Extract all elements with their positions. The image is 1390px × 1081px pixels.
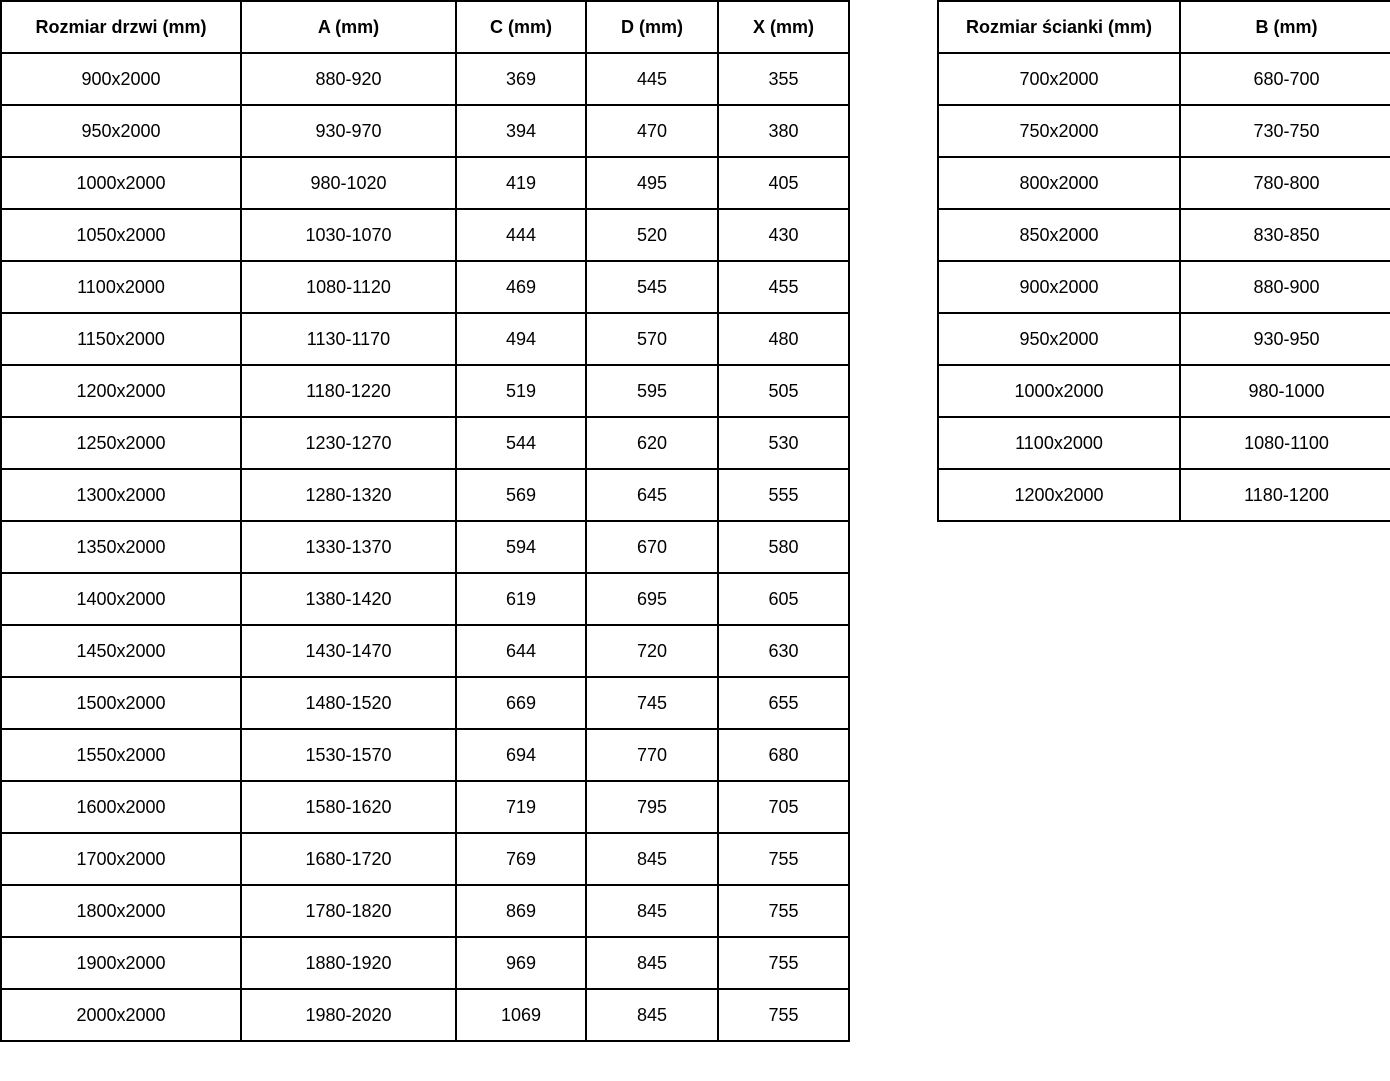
table-cell: 700x2000 — [938, 53, 1180, 105]
table-row — [938, 261, 1390, 313]
column-header: D (mm) — [586, 1, 718, 53]
table-row — [938, 157, 1390, 209]
table-cell: 594 — [456, 521, 586, 573]
table-row — [1, 625, 849, 677]
table-cell: 969 — [456, 937, 586, 989]
table-cell: 869 — [456, 885, 586, 937]
table-row — [1, 53, 849, 105]
table-cell: 769 — [456, 833, 586, 885]
table-cell: 1780-1820 — [241, 885, 456, 937]
table-cell: 930-970 — [241, 105, 456, 157]
table-cell: 1330-1370 — [241, 521, 456, 573]
table-cell: 1380-1420 — [241, 573, 456, 625]
table-cell: 405 — [718, 157, 849, 209]
table-cell: 669 — [456, 677, 586, 729]
table-cell: 1700x2000 — [1, 833, 241, 885]
table-cell: 1980-2020 — [241, 989, 456, 1041]
table-cell: 1150x2000 — [1, 313, 241, 365]
table-row — [1, 937, 849, 989]
table-cell: 980-1020 — [241, 157, 456, 209]
table-cell: 755 — [718, 989, 849, 1041]
table-cell: 1600x2000 — [1, 781, 241, 833]
table-row — [1, 573, 849, 625]
table-cell: 480 — [718, 313, 849, 365]
table-cell: 1400x2000 — [1, 573, 241, 625]
table-cell: 545 — [586, 261, 718, 313]
table-cell: 569 — [456, 469, 586, 521]
table-cell: 2000x2000 — [1, 989, 241, 1041]
table-cell: 1180-1220 — [241, 365, 456, 417]
table-cell: 655 — [718, 677, 849, 729]
table-cell: 519 — [456, 365, 586, 417]
table-cell: 850x2000 — [938, 209, 1180, 261]
table-row — [1, 833, 849, 885]
table-cell: 900x2000 — [938, 261, 1180, 313]
table-cell: 900x2000 — [1, 53, 241, 105]
table-row — [1, 469, 849, 521]
table-row — [938, 209, 1390, 261]
table-cell: 1080-1120 — [241, 261, 456, 313]
table-cell: 505 — [718, 365, 849, 417]
table-cell: 469 — [456, 261, 586, 313]
table-cell: 1000x2000 — [1, 157, 241, 209]
table-cell: 1800x2000 — [1, 885, 241, 937]
table-cell: 380 — [718, 105, 849, 157]
table-cell: 745 — [586, 677, 718, 729]
table-cell: 1480-1520 — [241, 677, 456, 729]
table-cell: 930-950 — [1180, 313, 1390, 365]
table-cell: 800x2000 — [938, 157, 1180, 209]
table-cell: 1180-1200 — [1180, 469, 1390, 521]
table-cell: 730-750 — [1180, 105, 1390, 157]
table-cell: 494 — [456, 313, 586, 365]
table-cell: 845 — [586, 833, 718, 885]
table-cell: 530 — [718, 417, 849, 469]
table-cell: 694 — [456, 729, 586, 781]
table-cell: 1050x2000 — [1, 209, 241, 261]
table-cell: 630 — [718, 625, 849, 677]
table-cell: 755 — [718, 937, 849, 989]
table-cell: 680-700 — [1180, 53, 1390, 105]
table-cell: 680 — [718, 729, 849, 781]
table-cell: 1080-1100 — [1180, 417, 1390, 469]
table-cell: 1100x2000 — [1, 261, 241, 313]
table-row — [1, 313, 849, 365]
table-cell: 1000x2000 — [938, 365, 1180, 417]
header-row — [938, 1, 1390, 53]
table-cell: 1300x2000 — [1, 469, 241, 521]
table-cell: 719 — [456, 781, 586, 833]
table-cell: 1200x2000 — [938, 469, 1180, 521]
table-cell: 544 — [456, 417, 586, 469]
table-cell: 1450x2000 — [1, 625, 241, 677]
table-row — [1, 989, 849, 1041]
table-cell: 355 — [718, 53, 849, 105]
table-row — [1, 729, 849, 781]
table-row — [938, 53, 1390, 105]
table-cell: 1130-1170 — [241, 313, 456, 365]
column-header: B (mm) — [1180, 1, 1390, 53]
table-cell: 1880-1920 — [241, 937, 456, 989]
table-row — [1, 521, 849, 573]
table-cell: 770 — [586, 729, 718, 781]
table-cell: 950x2000 — [938, 313, 1180, 365]
table-row — [1, 209, 849, 261]
table-cell: 495 — [586, 157, 718, 209]
table-row — [1, 365, 849, 417]
table-cell: 645 — [586, 469, 718, 521]
table-cell: 755 — [718, 833, 849, 885]
table-row — [1, 417, 849, 469]
table-cell: 695 — [586, 573, 718, 625]
table-cell: 394 — [456, 105, 586, 157]
table-cell: 705 — [718, 781, 849, 833]
table-cell: 595 — [586, 365, 718, 417]
table-cell: 1250x2000 — [1, 417, 241, 469]
table-cell: 1900x2000 — [1, 937, 241, 989]
column-header: Rozmiar drzwi (mm) — [1, 1, 241, 53]
table-cell: 1680-1720 — [241, 833, 456, 885]
table-row — [1, 677, 849, 729]
table-cell: 670 — [586, 521, 718, 573]
table-row — [938, 105, 1390, 157]
column-header: A (mm) — [241, 1, 456, 53]
table-cell: 430 — [718, 209, 849, 261]
table-cell: 1030-1070 — [241, 209, 456, 261]
table-cell: 619 — [456, 573, 586, 625]
table-row — [938, 365, 1390, 417]
table-cell: 720 — [586, 625, 718, 677]
table-cell: 845 — [586, 989, 718, 1041]
table-cell: 1069 — [456, 989, 586, 1041]
table-cell: 780-800 — [1180, 157, 1390, 209]
table-cell: 369 — [456, 53, 586, 105]
table-cell: 555 — [718, 469, 849, 521]
table-cell: 1280-1320 — [241, 469, 456, 521]
table-cell: 1230-1270 — [241, 417, 456, 469]
table-cell: 750x2000 — [938, 105, 1180, 157]
table-cell: 980-1000 — [1180, 365, 1390, 417]
table-cell: 950x2000 — [1, 105, 241, 157]
table-row — [938, 417, 1390, 469]
table-cell: 845 — [586, 937, 718, 989]
table-cell: 845 — [586, 885, 718, 937]
column-header: Rozmiar ścianki (mm) — [938, 1, 1180, 53]
table-cell: 830-850 — [1180, 209, 1390, 261]
table-cell: 880-920 — [241, 53, 456, 105]
table-cell: 580 — [718, 521, 849, 573]
header-row — [1, 1, 849, 53]
column-header: C (mm) — [456, 1, 586, 53]
table-cell: 1530-1570 — [241, 729, 456, 781]
table-cell: 795 — [586, 781, 718, 833]
table-cell: 644 — [456, 625, 586, 677]
table-cell: 470 — [586, 105, 718, 157]
table-cell: 755 — [718, 885, 849, 937]
table-row — [938, 469, 1390, 521]
table-row — [938, 313, 1390, 365]
table-cell: 1500x2000 — [1, 677, 241, 729]
table-cell: 880-900 — [1180, 261, 1390, 313]
table-cell: 605 — [718, 573, 849, 625]
table-cell: 1200x2000 — [1, 365, 241, 417]
wall-panel-sizes-table — [937, 0, 1390, 522]
table-cell: 1430-1470 — [241, 625, 456, 677]
table-cell: 620 — [586, 417, 718, 469]
table-cell: 1350x2000 — [1, 521, 241, 573]
table-cell: 455 — [718, 261, 849, 313]
table-row — [1, 157, 849, 209]
table-cell: 444 — [456, 209, 586, 261]
table-cell: 1550x2000 — [1, 729, 241, 781]
table-row — [1, 781, 849, 833]
table-cell: 445 — [586, 53, 718, 105]
table-row — [1, 261, 849, 313]
table-cell: 1100x2000 — [938, 417, 1180, 469]
table-cell: 570 — [586, 313, 718, 365]
table-cell: 1580-1620 — [241, 781, 456, 833]
table-cell: 419 — [456, 157, 586, 209]
table-row — [1, 885, 849, 937]
table-cell: 520 — [586, 209, 718, 261]
table-row — [1, 105, 849, 157]
column-header: X (mm) — [718, 1, 849, 53]
